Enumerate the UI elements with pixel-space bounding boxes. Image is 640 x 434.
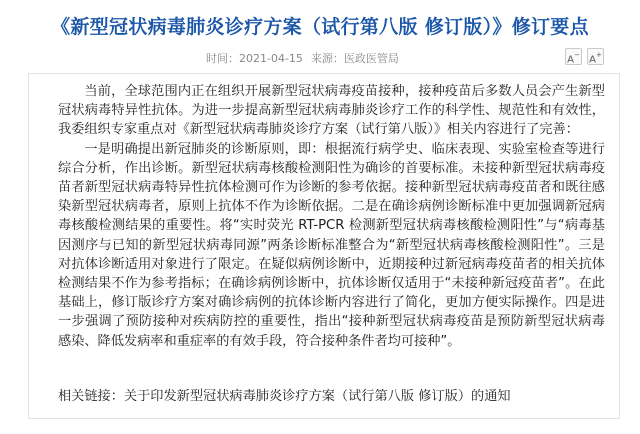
source-name: 医政医管局 [343,52,399,65]
article-meta-row [0,48,640,66]
related-notice-link[interactable]: 关于印发新型冠状病毒肺炎诊疗方案（试行第八版 修订版）的通知 [123,389,511,404]
related-links [58,387,511,406]
time-label: 时间： [206,52,239,65]
font-increase-icon: A [589,54,596,66]
plus-icon: + [595,51,602,59]
publish-date: 2021-04-15 [239,52,303,65]
body-paragraph: 一是明确提出新冠肺炎的诊断原则，即：根据流行病学史、临床表现、实验室检查等进行综合分析，作出诊断。新型冠状病毒核酸检测阳性为确诊的首要标准。未接种新型冠状病毒疫苗者新型冠状病毒特异性抗体检测可作为诊断的参考依据。接种新型冠状病毒疫苗者和既往感染新型冠状病毒者，原则上抗体不作为诊断依据。二是在确诊病例诊断标准中更加强调新冠病毒核酸检测结果的重要性。将“实时荧光 RT-PCR 检测新型冠状病毒核酸检测阳性”与“病毒基因测序与已知的新型冠状病毒同源”两条诊断标准整合为“新型冠状病毒核酸检测阳性”。三是对抗体诊断适用对象进行了限定。在疑似病例诊断中，近期接种过新冠病毒疫苗者的相关抗体检测结果不作为参考指标；在确诊病例诊断中，抗体诊断仅适用于“未接种新冠疫苗者”。在此基础上，修订版诊疗方案对确诊病例的抗体诊断内容进行了简化，更加方便实际操作。四是进一步强调了预防接种对疾病防控的重要性，指出“接种新型冠状病毒疫苗是预防新型冠状病毒感染、降低发病率和重症率的有效手段，符合接种条件者均可接种”。 [58,141,605,349]
font-increase-button[interactable] [587,48,604,65]
article-content [28,73,620,419]
article-title: 《新型冠状病毒肺炎诊疗方案（试行第八版 修订版）》修订要点 [51,16,589,38]
minus-icon: − [573,51,580,59]
related-label: 相关链接： [58,389,124,404]
intro-paragraph: 当前，全球范围内正在组织开展新型冠状病毒疫苗接种，接种疫苗后多数人员会产生新型冠状病毒特异性抗体。为进一步提高新型冠状病毒肺炎诊疗工作的科学性、规范性和有效性，我委组织专家重点对《新型冠状病毒肺炎诊疗方案（试行第八版）》相关内容进行了完善： [58,84,605,138]
article-meta [206,50,399,66]
source-label: 来源： [310,52,344,65]
font-decrease-button[interactable] [565,48,582,65]
font-decrease-icon: A [567,54,574,66]
